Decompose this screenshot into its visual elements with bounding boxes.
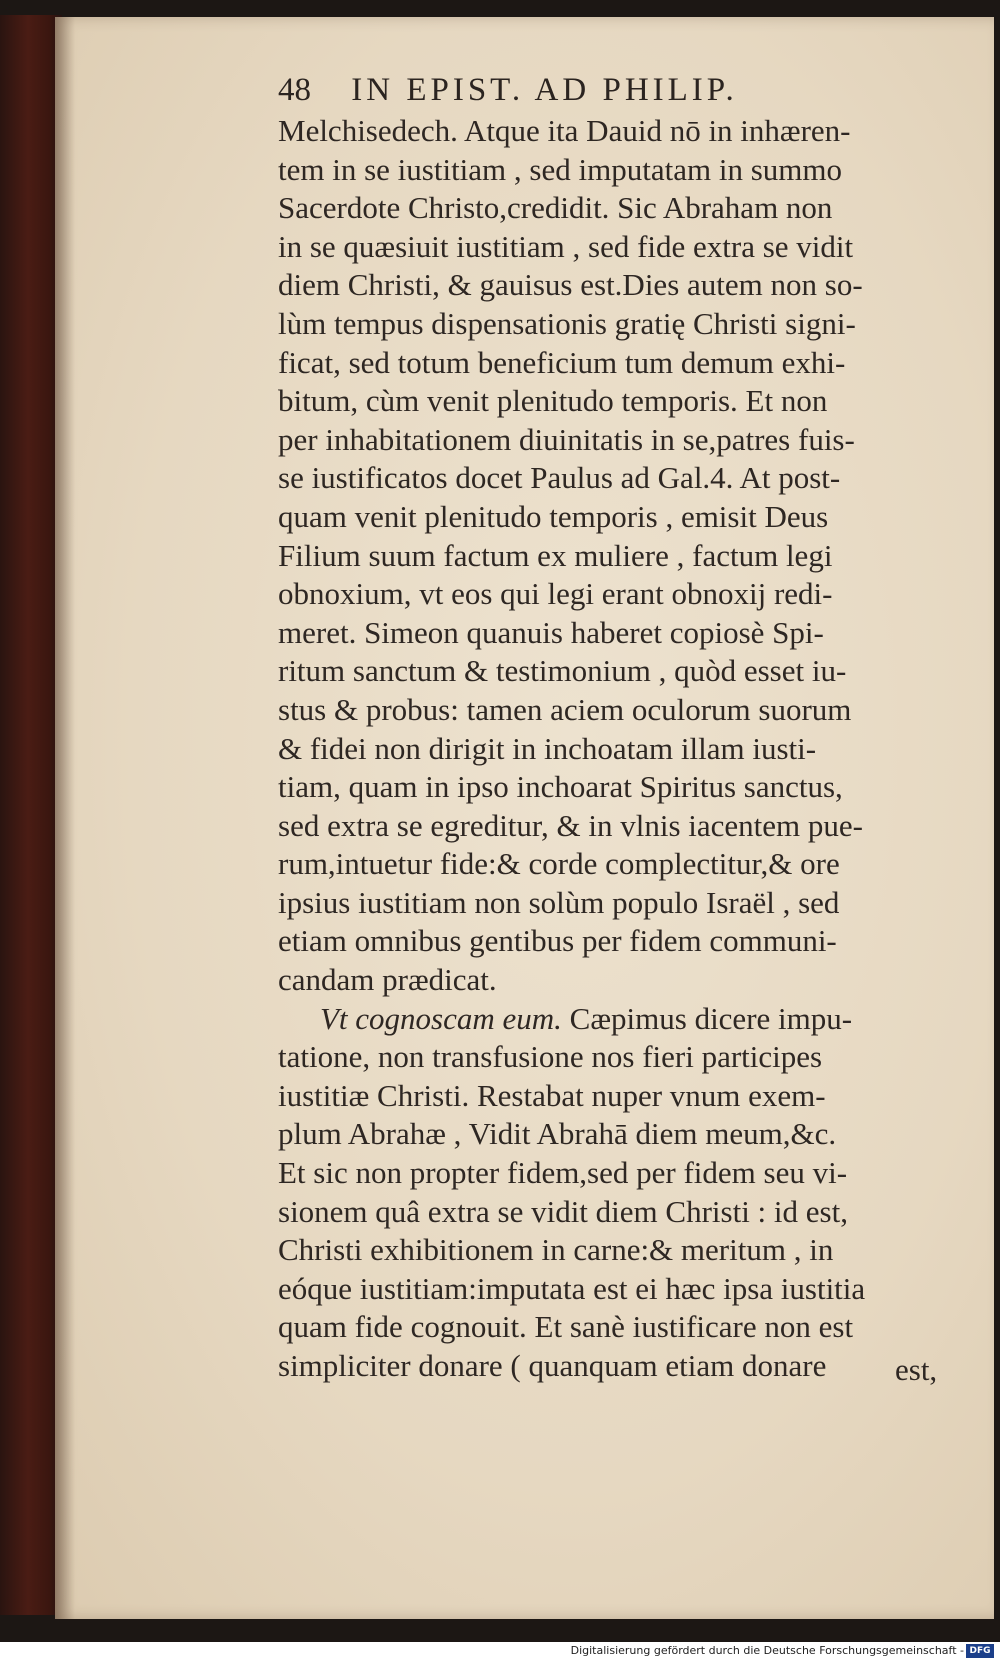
lemma-italic: Vt cognoscam eum. <box>320 1000 562 1036</box>
catchword: est, <box>895 1352 938 1387</box>
running-head: IN EPIST. AD PHILIP. <box>351 72 738 108</box>
text-line <box>278 1270 943 1309</box>
text-line <box>278 498 943 537</box>
text-line <box>278 884 943 923</box>
line-text: se iustificatos docet Paulus ad Gal.4. At post- <box>278 460 841 496</box>
page-header <box>278 72 868 114</box>
line-text: tem in se iustitiam , sed imputatam in summo <box>278 151 842 187</box>
text-line <box>278 1154 943 1193</box>
text-line <box>278 1231 943 1270</box>
line-text: Sacerdote Christo,credidit. Sic Abraham non <box>278 190 833 226</box>
text-line <box>278 382 943 421</box>
text-line <box>278 922 943 961</box>
line-text: & fidei non dirigit in inchoatam illam iusti- <box>278 730 817 766</box>
text-line <box>278 344 943 383</box>
line-text: sionem quâ extra se vidit diem Christi : id est, <box>278 1193 848 1229</box>
book-spine <box>0 15 62 1615</box>
line-text: stus & probus: tamen aciem oculorum suorum <box>278 691 852 727</box>
line-text: Christi exhibitionem in carne:& meritum , in <box>278 1232 834 1268</box>
line-text: tatione, non transfusione nos fieri participes <box>278 1039 823 1075</box>
text-line <box>278 614 943 653</box>
line-text: sed extra se egreditur, & in vlnis iacentem pue- <box>278 807 863 843</box>
line-text: quam fide cognouit. Et sanè iustificare non est <box>278 1309 854 1345</box>
line-text: lùm tempus dispensationis gratię Christi signi- <box>278 305 856 341</box>
text-line <box>278 575 943 614</box>
line-text: diem Christi, & gauisus est.Dies autem non so- <box>278 267 863 303</box>
text-line <box>278 807 943 846</box>
text-line <box>278 652 943 691</box>
dfg-logo-icon: DFG <box>966 1644 994 1658</box>
body-text <box>278 112 943 1386</box>
funding-credit: Digitalisierung gefördert durch die Deutsche Forschungsgemeinschaft - <box>570 1644 964 1657</box>
text-line <box>278 730 943 769</box>
line-text: eóque iustitiam:imputata est ei hæc ipsa iustitia <box>278 1270 866 1306</box>
line-text: Cæpimus dicere impu- <box>561 1000 853 1036</box>
line-text: candam prædicat. <box>278 962 497 998</box>
text-line <box>278 845 943 884</box>
text-line <box>278 421 943 460</box>
text-line <box>278 961 943 1000</box>
line-text: meret. Simeon quanuis haberet copiosè Spi- <box>278 614 824 650</box>
text-line <box>278 1347 943 1386</box>
line-text: obnoxium, vt eos qui legi erant obnoxij redi- <box>278 576 833 612</box>
line-text: bitum, cùm venit plenitudo temporis. Et non <box>278 383 828 419</box>
text-line <box>278 1308 943 1347</box>
text-line <box>278 266 943 305</box>
text-line <box>278 189 943 228</box>
line-text: per inhabitationem diuinitatis in se,patres fuis- <box>278 421 855 457</box>
line-text: rum,intuetur fide:& corde complectitur,& ore <box>278 846 840 882</box>
text-line <box>278 768 943 807</box>
line-text: plum Abrahæ , Vidit Abrahā diem meum,&c. <box>278 1116 837 1152</box>
line-text: ficat, sed totum beneficium tum demum exhi- <box>278 344 846 380</box>
line-text: ipsius iustitiam non solùm populo Israël , sed <box>278 884 840 920</box>
text-line <box>278 691 943 730</box>
line-text: quam venit plenitudo temporis , emisit Deus <box>278 498 829 534</box>
text-line <box>278 1115 943 1154</box>
line-text: Melchisedech. Atque ita Dauid nō in inhæren- <box>278 113 851 148</box>
text-line <box>278 151 943 190</box>
line-text: tiam, quam in ipso inchoarat Spiritus sanctus, <box>278 769 843 805</box>
text-line <box>278 459 943 498</box>
line-text: ritum sanctum & testimonium , quòd esset iu- <box>278 653 847 689</box>
text-line <box>278 1193 943 1232</box>
text-line <box>278 305 943 344</box>
line-text: Filium suum factum ex muliere , factum legi <box>278 537 833 573</box>
text-line <box>278 1077 943 1116</box>
page-number: 48 <box>278 72 311 108</box>
line-text: Et sic non propter fidem,sed per fidem seu vi- <box>278 1155 848 1191</box>
line-text: etiam omnibus gentibus per fidem communi- <box>278 923 837 959</box>
text-line <box>278 1000 943 1039</box>
text-line <box>278 228 943 267</box>
line-text: iustitiæ Christi. Restabat nuper vnum exem- <box>278 1077 826 1113</box>
line-text: simpliciter donare ( quanquam etiam donare <box>278 1348 827 1383</box>
text-line <box>278 537 943 576</box>
line-text: in se quæsiuit iustitiam , sed fide extra se vidit <box>278 228 854 264</box>
page-gutter-shadow <box>55 17 75 1619</box>
text-line <box>278 112 943 151</box>
text-line <box>278 1038 943 1077</box>
